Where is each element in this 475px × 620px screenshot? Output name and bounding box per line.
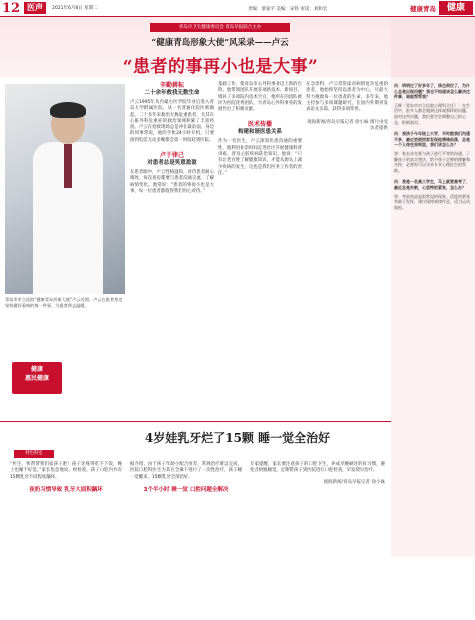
column-logo — [410, 1, 473, 15]
lower-column-2 — [130, 462, 242, 494]
qa-column-header — [391, 17, 475, 77]
article-paragraph: 基础工作，使青岛市心外科事业迈上新的台阶。他带领团队开展多项新技术、新项目，填补了多项院内技术空白，他所在的团队被评为医院优秀团队，为青岛心外科事业的发展作出了积极贡献。 — [218, 82, 302, 113]
article-column-3 — [306, 82, 388, 131]
qa-answer-1: 王辉（青岛市市立医院心理科主任）：在生活中，很多人都会遇到这样或那样的问题，面对这些问题，我们要学会调整自己的心态，积极面对。 — [394, 102, 470, 125]
qa-column — [391, 17, 475, 557]
section-heading: 辛勤耕耘 — [159, 82, 184, 89]
doctor-figure — [33, 104, 103, 294]
section-subheading-2: 对患者总是笑意盈盈 — [147, 160, 197, 167]
section-heading-2: 卢于律己 — [159, 152, 184, 160]
lower-paragraph: 据介绍，由于孩子年龄小配合度差，常规治疗难以完成，医院口腔科医生为其在全麻下进行了一次性治疗，孩子睡一觉醒来，15颗乳牙全部治好。 — [130, 462, 242, 480]
feature-headline: “患者的事再小也是大事” — [122, 57, 319, 77]
health-badge — [12, 362, 62, 394]
page-number: 12 — [2, 1, 21, 16]
tie — [64, 144, 72, 188]
qa-question-3: 问：我是一名高三学生，马上就要高考了，最近总是失眠，心里特别紧张，怎么办？ — [394, 179, 470, 190]
section-divider — [0, 421, 391, 422]
article-paragraph-2: 作为一名医生，卢云深知医患沟通的重要性，他利用业余时间走进社区开展健康科普讲座，普及心脏疾病防治知识。他说：“只有让老百姓了解健康知识，才能从源头上减少疾病的发生，这也是我们医务工作者的责任。” — [218, 139, 302, 176]
qa-answer-3: 答：考前焦虑是很常见的现象，适度的紧张有助于发挥，建议保持规律作息，适当运动放松。 — [394, 193, 470, 210]
issue-date: 2021年6月8日 星期二 — [52, 6, 98, 11]
lower-paragraph: 专家提醒，家长要注意孩子的口腔卫生，养成早晚刷牙的好习惯，避免含奶瓶睡觉，定期带孩子到医院进行口腔检查，早发现早治疗。 — [250, 462, 385, 474]
section-subheading: 二十余年救我无数生命 — [144, 90, 200, 96]
feature-tag: 青岛市卫生健康委员会 青岛早报联合主办 — [150, 23, 290, 32]
lower-article-title: 4岁娃乳牙烂了15颗 睡一觉全治好 — [144, 431, 331, 445]
lower-column-1 — [10, 462, 122, 494]
article-paragraph: 在急诊科，卢云常常面对病情复杂危重的患者，他始终坚持以患者为中心，尽最大努力挽救每一位患者的生命。多年来，他主持参与多项课题研究，在国内外期刊发表论文多篇，获得多项荣誉。 — [306, 82, 388, 113]
byline: 观海新闻/青岛早报记者 徐小妹 图片由受访者提供 — [307, 120, 388, 132]
article-column-1 — [130, 82, 214, 195]
portrait-photo — [5, 84, 125, 294]
section-label: 医声 — [24, 2, 46, 14]
section-subheading: 构建和谐医患关系 — [237, 129, 282, 136]
byline: 观海新闻/青岛早报记者 徐小妹 — [323, 479, 385, 485]
qa-question-1: 问：明明过了好多年了，钱也到位了，为什么总是出现问题？我也不知道该怎么解决这件事，谁能帮帮我？ — [394, 83, 470, 100]
badge-line-2: 惠民健康 — [24, 375, 49, 382]
page-header — [0, 0, 475, 17]
feature-title: “健康青岛形象大使”风采录——卢云 — [151, 38, 289, 48]
lower-subheading: 夜奶习惯导致 乳牙大面积龋坏 — [29, 486, 103, 493]
lower-column-3 — [250, 462, 385, 485]
qa-answer-2: 答：家长首先要与孩子进行平等的沟通，了解孩子的真实想法，给予孩子足够的理解和支持，必要时可以寻求专业心理医生的帮助。 — [394, 150, 470, 173]
article-column-2 — [218, 82, 302, 177]
hair — [50, 102, 86, 118]
qa-question-2: 问：我孩子今年刚上大学，平时跟我们沟通不多，最近放假回家发现他情绪低落，总是一个人待在房间里，我们该怎么办？ — [394, 131, 470, 148]
section-heading: 医术传播 — [247, 121, 272, 129]
badge-line-1: 健康 — [30, 366, 43, 373]
lower-article-tag: 特色科室 — [14, 450, 54, 458]
logo-box: 健康 — [439, 1, 473, 15]
lower-subheading: 3个半小时 睡一觉 口腔问题全解决 — [143, 486, 229, 493]
photo-caption: 青岛市市立医院“健康青岛形象大使”卢云近照。卢云在患者身边坚持做好看病的每一件事，为患者带去温暖。 — [5, 297, 123, 309]
article-paragraph-2: 在患者眼中，卢云性格温和，对待患者耐心细致，每次查房都要与患者沟通交流，了解病情变化。他常说：“患者的事再小也是大事，每一位患者都值得我们用心对待。” — [130, 170, 214, 194]
editor-credits: 责编：梁家平 美编：宋铁 审读：刘和宏 — [248, 7, 328, 12]
article-paragraph: 卢云1995年从内蒙古医学院毕业后进入青岛大学附属医院，从一名普通住院医师做起，二十多年来救治无数危重患者，尤其在心脏外科危重症的救治领域积累了丰富经验。卢云在抢救现场总是冲在最前面，身边的同事常说，他的手机24小时开机，只要接到电话无论多晚都会第一时间赶到医院。 — [130, 100, 214, 143]
lower-paragraph: “医生，快帮帮我们家孩子吧！孩子牙疼得吃不下饭，晚上也睡不好觉。”家长焦急地说。经检查，孩子口腔内共有15颗乳牙不同程度龋坏。 — [10, 462, 122, 480]
logo-small-text: 健康青岛 — [410, 5, 436, 13]
